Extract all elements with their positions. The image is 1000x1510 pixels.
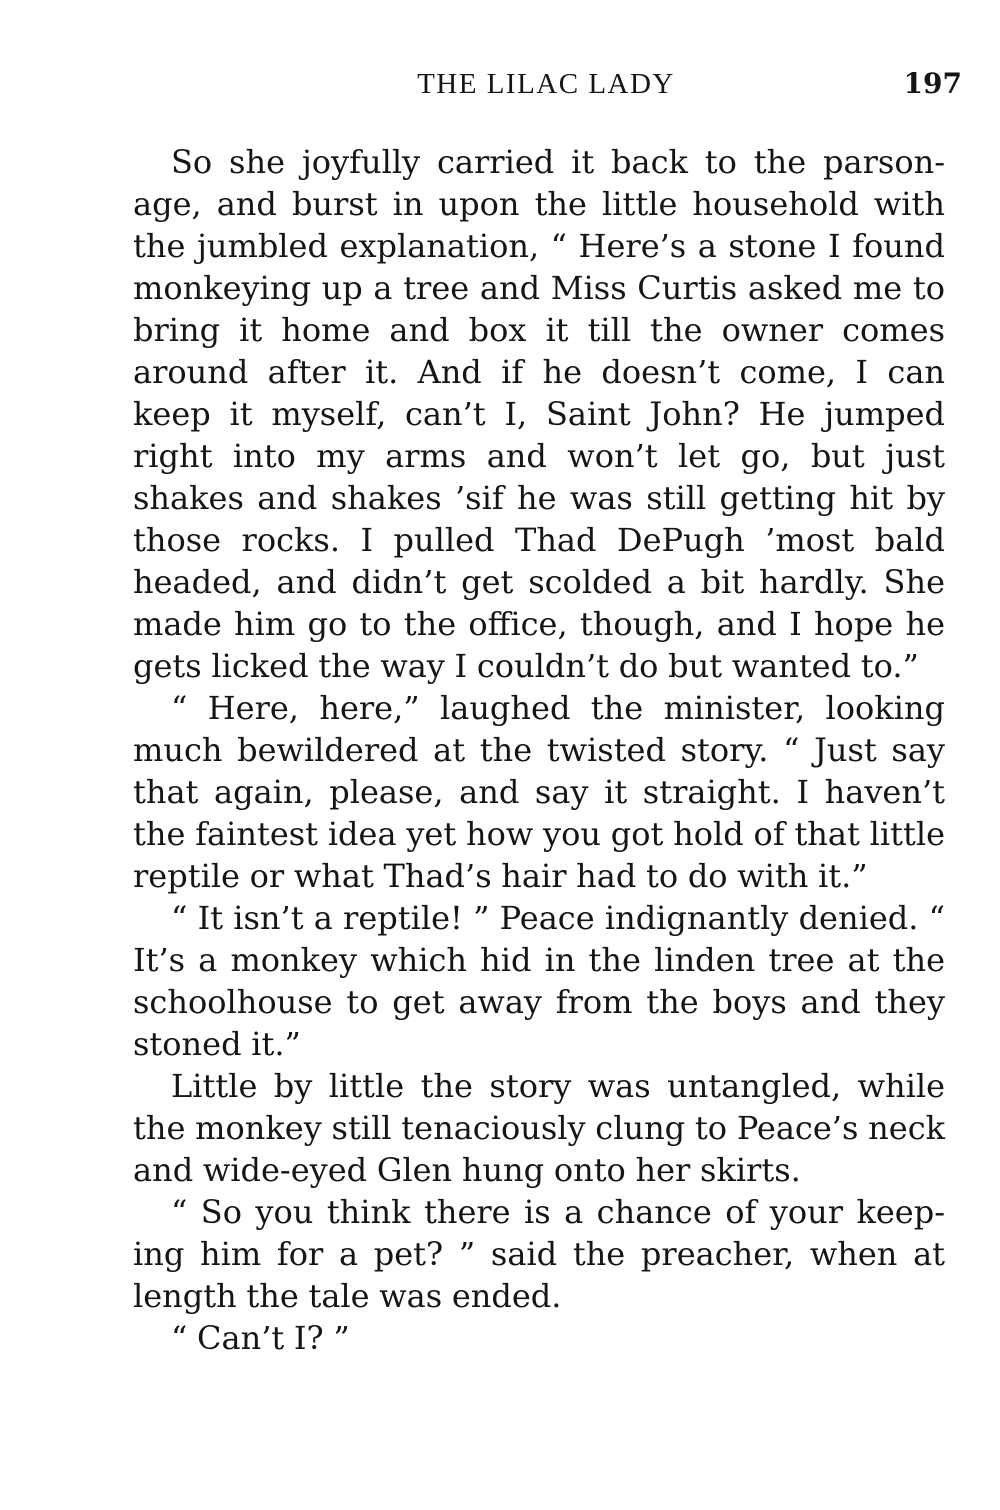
paragraph: “ So you think there is a chance of your keeping him for a pet? ” said the preacher, when at length the tale was ended. [133,1193,945,1315]
paragraph: “ It isn’t a reptile! ” Peace indignantly denied. “ It’s a monkey which hid in the linden tree at the schoolhouse to get away from the boys and they stoned it.” [133,899,945,1063]
page-number: 197 [903,67,962,100]
body-text [133,141,945,1359]
paragraph: So she joyfully carried it back to the parsonage, and burst in upon the little household with the jumbled explanation, “ Here’s a stone I found monkeying up a tree and Miss Curtis asked me to bring it home and box it till the owner comes around after it. And if he doesn’t come, I can keep it myself, can’t I, Saint John? He jumped right into my arms and won’t let go, but just shakes and shakes ’sif he was still getting hit by those rocks. I pulled Thad DePugh ’most bald headed, and didn’t get scolded a bit hardly. She made him go to the office, though, and I hope he gets licked the way I couldn’t do but wanted to.” [133,143,945,685]
paragraph: “ Can’t I? ” [171,1319,350,1357]
paragraph: “ Here, here,” laughed the minister, looking much bewildered at the twisted story. “ Just say that again, please, and say it straight. I haven’t the faintest idea yet how you got hold of that little reptile or what Thad’s hair had to do with it.” [133,689,945,895]
running-head [130,64,962,104]
paragraph: Little by little the story was untangled, while the monkey still tenaciously clung to Peace’s neck and wide-eyed Glen hung onto her skirts. [133,1067,945,1189]
running-title: THE LILAC LADY [417,68,675,100]
